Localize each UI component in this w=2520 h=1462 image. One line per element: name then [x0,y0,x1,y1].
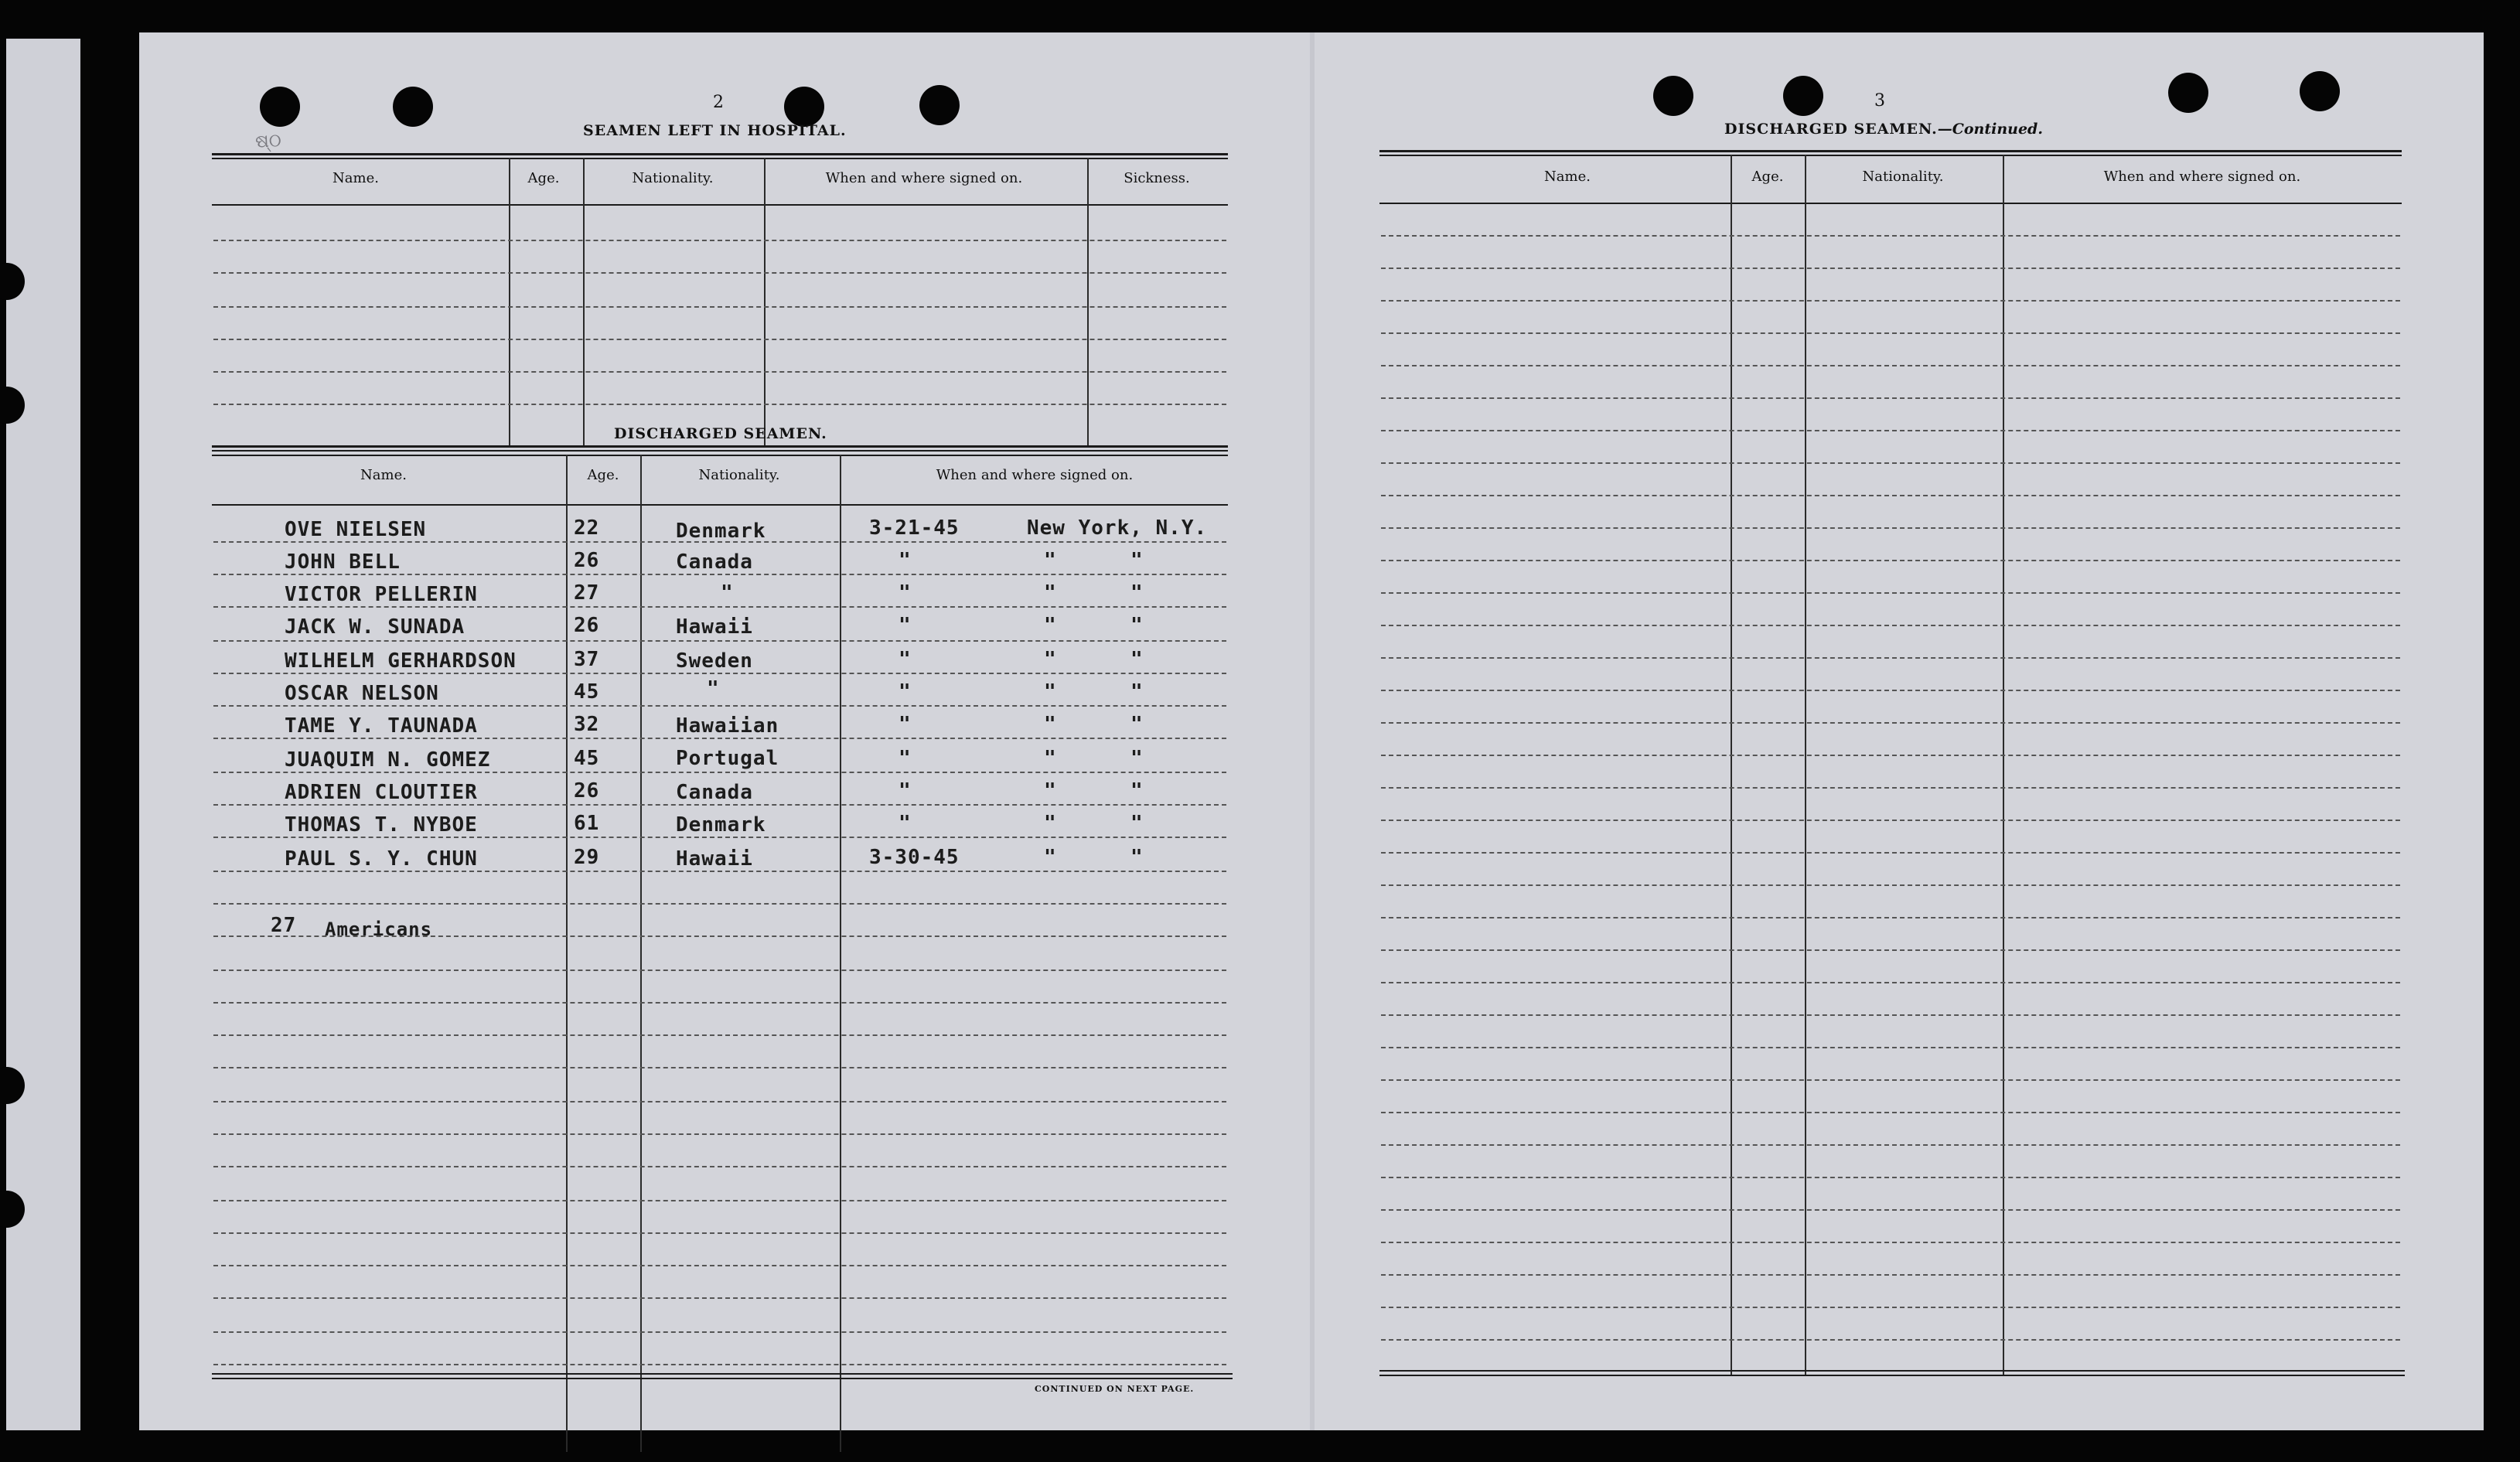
ditto-mark: " [1130,713,1144,736]
seaman-name: PAUL S. Y. CHUN [285,847,478,871]
ditto-mark: " [1130,779,1144,803]
discharged-col-age: Age. [587,467,619,483]
signed-on-date: 3-30-45 [869,846,960,869]
punch-hole [1783,76,1823,116]
seaman-nationality: Sweden [676,649,753,673]
strip-punch-hole [0,387,25,424]
continued-col-signed-on: When and where signed on. [2103,169,2301,185]
hospital-col-nationality: Nationality. [632,170,714,186]
ditto-mark: " [1044,713,1057,736]
pencil-annotation: ଷ୍ଠ [254,129,282,152]
signed-on-date: " [899,779,912,803]
ditto-mark: " [1044,581,1057,605]
signed-on-date: 3-21-45 [869,516,960,540]
page-number-right: 3 [1874,91,1885,111]
hospital-section-title: SEAMEN LEFT IN HOSPITAL. [583,122,847,139]
right-section-title [1724,121,2043,138]
signed-on-date: " [899,549,912,572]
discharged-col-nationality: Nationality. [698,467,780,483]
seaman-nationality: " [721,581,734,605]
punch-hole [784,87,824,127]
seaman-nationality: Hawaii [676,615,753,639]
seaman-age: 26 [574,549,600,572]
ditto-mark: " [1130,581,1144,605]
continued-col-age: Age. [1751,169,1784,185]
seaman-nationality: " [707,677,720,700]
seaman-nationality: Portugal [676,747,779,770]
ditto-mark: " [1130,680,1144,704]
ditto-mark: " [1044,614,1057,637]
seaman-age: 32 [574,713,600,736]
seaman-nationality: Hawaii [676,847,753,871]
signed-on-date: " [899,581,912,605]
strip-punch-hole [0,263,25,300]
hospital-col-name: Name. [332,170,379,186]
hospital-col-sickness: Sickness. [1124,170,1190,186]
discharged-section-title: DISCHARGED SEAMEN. [614,425,827,442]
seaman-name: WILHELM GERHARDSON [285,649,517,673]
seaman-age: 37 [574,648,600,671]
signed-on-date: " [899,614,912,637]
right-title-main: DISCHARGED SEAMEN. [1724,121,1938,138]
ditto-mark: " [1130,648,1144,671]
seaman-nationality: Canada [676,781,753,804]
seaman-nationality: Denmark [676,813,766,837]
continued-footer: CONTINUED ON NEXT PAGE. [1035,1384,1195,1394]
seaman-name: JUAQUIM N. GOMEZ [285,748,491,772]
ditto-mark: " [1044,747,1057,770]
punch-hole [260,87,300,127]
ditto-mark: " [1044,680,1057,704]
signed-on-place: New York, N.Y. [1027,516,1208,540]
summary-count: 27 [271,914,297,937]
ledger-spread [139,32,2484,1430]
strip-punch-hole [0,1067,25,1104]
page-number-left: 2 [713,93,724,112]
punch-hole [1653,76,1693,116]
center-fold [1310,32,1315,1430]
ditto-mark: " [1130,614,1144,637]
ditto-mark: " [1130,747,1144,770]
punch-hole [2300,71,2340,111]
signed-on-date: " [899,648,912,671]
seaman-age: 26 [574,614,600,637]
ditto-mark: " [1130,812,1144,835]
signed-on-date: " [899,713,912,736]
seaman-age: 29 [574,846,600,869]
continued-col-name: Name. [1544,169,1591,185]
strip-punch-hole [0,1191,25,1228]
seaman-age: 22 [574,516,600,540]
seaman-nationality: Canada [676,550,753,574]
punch-hole [393,87,433,127]
seaman-name: TAME Y. TAUNADA [285,714,478,738]
ditto-mark: " [1044,549,1057,572]
ditto-mark: " [1044,812,1057,835]
ditto-mark: " [1130,846,1144,869]
seaman-age: 27 [574,581,600,605]
punch-hole [919,85,960,125]
adjacent-page-strip [6,39,80,1430]
signed-on-date: " [899,812,912,835]
seaman-nationality: Denmark [676,520,766,543]
seaman-age: 45 [574,747,600,770]
seaman-age: 61 [574,812,600,835]
ditto-mark: " [1130,549,1144,572]
seaman-name: JACK W. SUNADA [285,615,465,639]
seaman-age: 26 [574,779,600,803]
discharged-col-name: Name. [360,467,407,483]
punch-hole [2168,73,2208,113]
summary-label: Americans [325,918,433,940]
seaman-nationality: Hawaiian [676,714,779,738]
right-title-suffix: —Continued. [1937,121,2043,138]
ditto-mark: " [1044,779,1057,803]
seaman-name: ADRIEN CLOUTIER [285,781,478,804]
signed-on-date: " [899,747,912,770]
ditto-mark: " [1044,648,1057,671]
hospital-col-signed-on: When and where signed on. [825,170,1023,186]
hospital-col-age: Age. [527,170,560,186]
discharged-col-signed-on: When and where signed on. [936,467,1134,483]
seaman-name: THOMAS T. NYBOE [285,813,478,837]
ditto-mark: " [1044,846,1057,869]
seaman-age: 45 [574,680,600,704]
seaman-name: JOHN BELL [285,550,401,574]
continued-col-nationality: Nationality. [1862,169,1944,185]
signed-on-date: " [899,680,912,704]
seaman-name: OSCAR NELSON [285,682,439,705]
seaman-name: OVE NIELSEN [285,518,427,541]
seaman-name: VICTOR PELLERIN [285,583,478,606]
